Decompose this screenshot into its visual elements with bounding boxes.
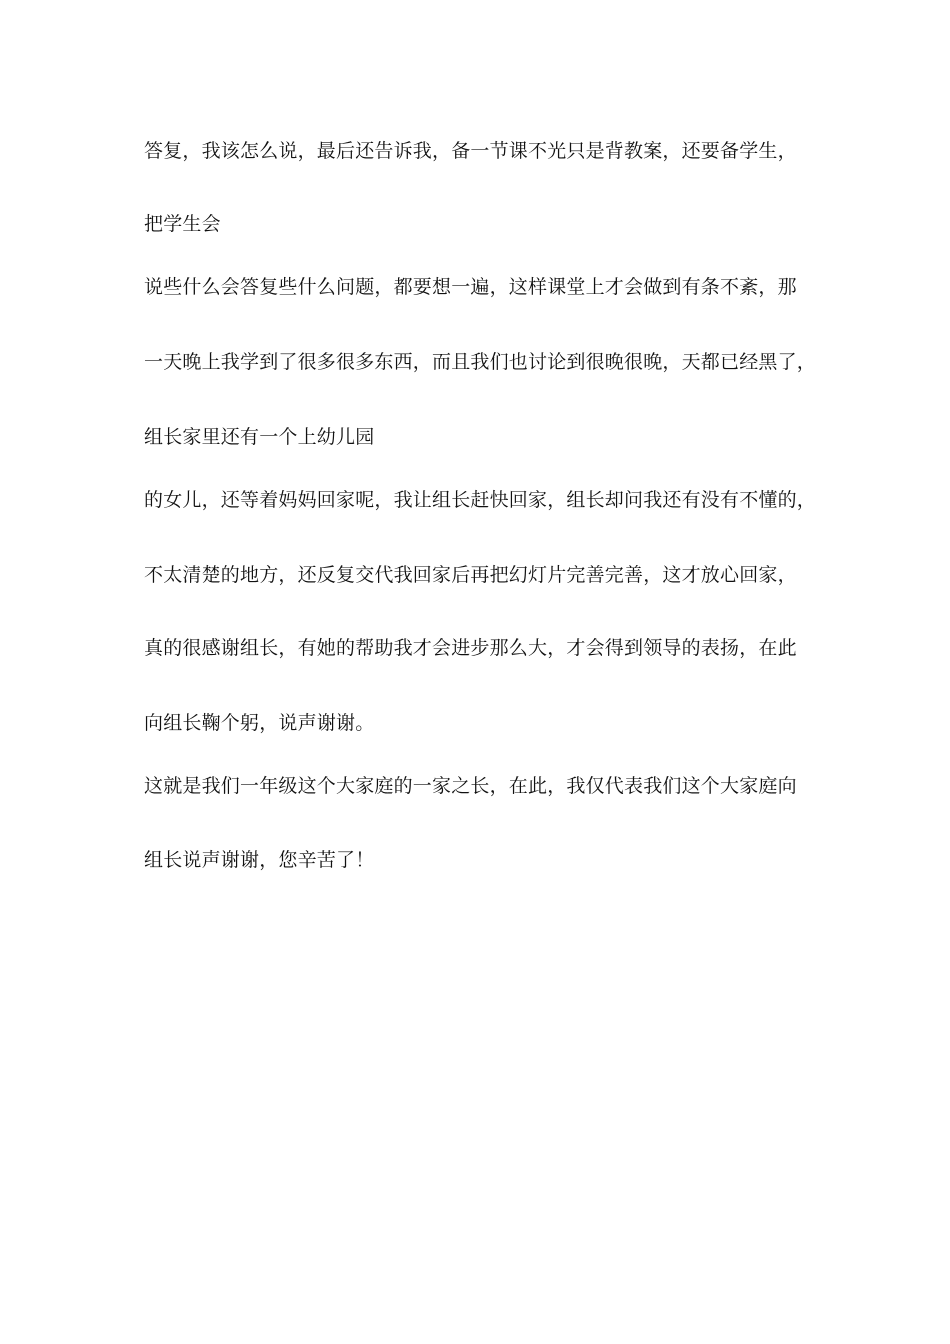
text-line: 真的很感谢组长，有她的帮助我才会进步那么大，才会得到领导的表扬，在此 [144,637,797,659]
text-line: 这就是我们一年级这个大家庭的一家之长，在此，我仅代表我们这个大家庭向 [144,775,797,797]
text-line: 向组长鞠个躬，说声谢谢。 [144,712,375,734]
text-line: 组长家里还有一个上幼儿园 [144,426,375,448]
text-line: 不太清楚的地方，还反复交代我回家后再把幻灯片完善完善，这才放心回家， [144,564,797,586]
text-line: 组长说声谢谢，您辛苦了！ [144,849,375,871]
text-line: 一天晚上我学到了很多很多东西，而且我们也讨论到很晚很晚，天都已经黑了， [144,351,817,373]
text-line: 的女儿，还等着妈妈回家呢，我让组长赶快回家，组长却问我还有没有不懂的， [144,489,817,511]
text-line: 把学生会 [144,213,221,235]
text-line: 答复，我该怎么说，最后还告诉我，备一节课不光只是背教案，还要备学生， [144,140,797,162]
text-line: 说些什么会答复些什么问题，都要想一遍，这样课堂上才会做到有条不紊，那 [144,276,797,298]
